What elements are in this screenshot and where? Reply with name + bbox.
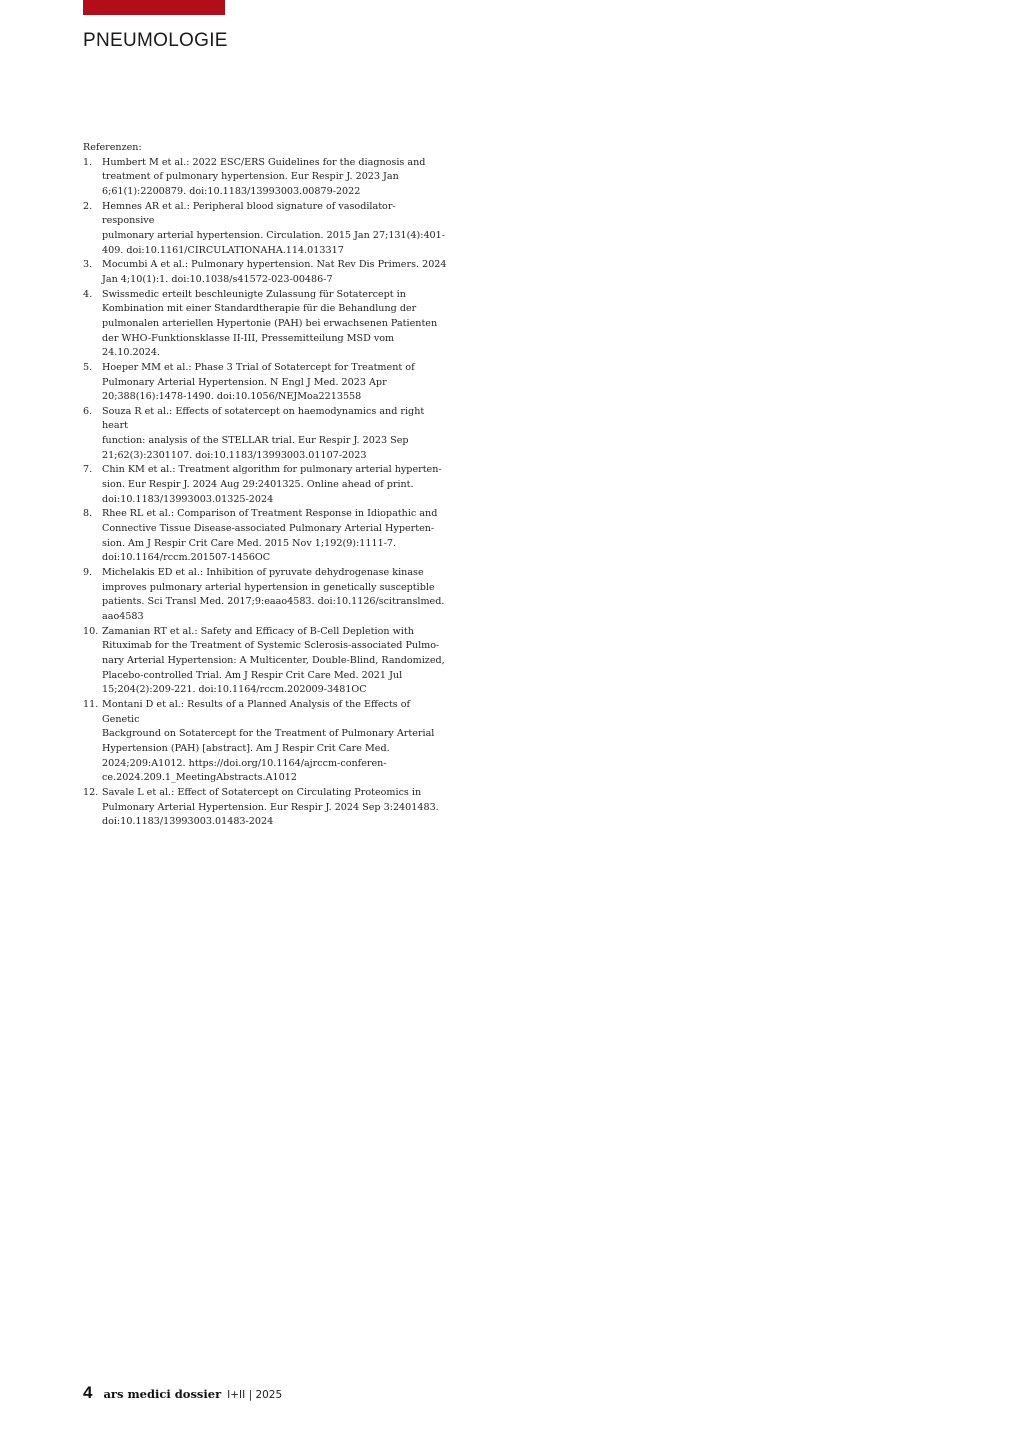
page-footer bbox=[83, 1383, 282, 1403]
references-section bbox=[83, 141, 448, 830]
reference-number: 2. bbox=[83, 200, 93, 212]
reference-line: Hoeper MM et al.: Phase 3 Trial of Sotatercept for Treatment of bbox=[102, 361, 415, 373]
reference-line: 409. doi:10.1161/CIRCULATIONAHA.114.013317 bbox=[102, 244, 344, 256]
reference-line: Pulmonary Arterial Hypertension. Eur Respir J. 2024 Sep 3:2401483. bbox=[102, 801, 439, 813]
reference-line: 21;62(3):2301107. doi:10.1183/13993003.01107-2023 bbox=[102, 449, 367, 461]
reference-text bbox=[102, 156, 448, 200]
reference-line: Placebo-controlled Trial. Am J Respir Crit Care Med. 2021 Jul bbox=[102, 669, 403, 681]
reference-line: 6;61(1):2200879. doi:10.1183/13993003.00879-2022 bbox=[102, 185, 361, 197]
reference-text bbox=[102, 625, 448, 698]
reference-line: Hypertension (PAH) [abstract]. Am J Respir Crit Care Med. bbox=[102, 742, 390, 754]
journal-name: ars medici dossier bbox=[103, 1387, 222, 1401]
reference-line: 15;204(2):209-221. doi:10.1164/rccm.202009-3481OC bbox=[102, 684, 367, 696]
reference-number: 10. bbox=[83, 625, 99, 637]
reference-line: improves pulmonary arterial hypertension in genetically susceptible bbox=[102, 581, 435, 593]
reference-item bbox=[83, 463, 448, 507]
reference-line: 2024;209:A1012. https://doi.org/10.1164/ajrccm-conferen- bbox=[102, 757, 387, 769]
reference-text bbox=[102, 361, 448, 405]
reference-text bbox=[102, 405, 448, 464]
page-number: 4 bbox=[83, 1383, 93, 1402]
reference-list bbox=[83, 156, 448, 830]
reference-line: pulmonalen arteriellen Hypertonie (PAH) bei erwachsenen Patienten bbox=[102, 317, 438, 329]
reference-line: Kombination mit einer Standardtherapie für die Behandlung der bbox=[102, 303, 417, 315]
reference-number: 9. bbox=[83, 567, 93, 579]
reference-item bbox=[83, 786, 448, 830]
reference-item bbox=[83, 288, 448, 361]
reference-number: 7. bbox=[83, 464, 93, 476]
issue-info: I+II | 2025 bbox=[227, 1389, 283, 1401]
reference-number: 6. bbox=[83, 405, 93, 417]
reference-item bbox=[83, 258, 448, 287]
reference-text bbox=[102, 258, 448, 287]
reference-text bbox=[102, 698, 448, 786]
reference-line: Souza R et al.: Effects of sotatercept on haemodynamics and right heart bbox=[102, 405, 425, 432]
reference-line: doi:10.1183/13993003.01325-2024 bbox=[102, 493, 274, 505]
reference-number: 5. bbox=[83, 361, 93, 373]
reference-line: Zamanian RT et al.: Safety and Efficacy of B-Cell Depletion with bbox=[102, 625, 414, 637]
reference-line: Chin KM et al.: Treatment algorithm for pulmonary arterial hyperten- bbox=[102, 464, 442, 476]
reference-line: patients. Sci Transl Med. 2017;9:eaao4583. doi:10.1126/scitranslmed. bbox=[102, 596, 445, 608]
reference-line: Mocumbi A et al.: Pulmonary hypertension. Nat Rev Dis Primers. 2024 bbox=[102, 259, 447, 271]
reference-text bbox=[102, 507, 448, 566]
reference-line: Savale L et al.: Effect of Sotatercept on Circulating Proteomics in bbox=[102, 786, 422, 798]
reference-line: Swissmedic erteilt beschleunigte Zulassung für Sotatercept in bbox=[102, 288, 406, 300]
reference-line: Jan 4;10(1):1. doi:10.1038/s41572-023-00486-7 bbox=[102, 273, 333, 285]
reference-line: Rituximab for the Treatment of Systemic Sclerosis-associated Pulmo- bbox=[102, 640, 440, 652]
reference-text bbox=[102, 463, 448, 507]
reference-line: 20;388(16):1478-1490. doi:10.1056/NEJMoa2213558 bbox=[102, 391, 362, 403]
reference-line: doi:10.1183/13993003.01483-2024 bbox=[102, 816, 274, 828]
reference-line: sion. Eur Respir J. 2024 Aug 29:2401325. Online ahead of print. bbox=[102, 479, 414, 491]
reference-line: Connective Tissue Disease-associated Pulmonary Arterial Hyperten- bbox=[102, 523, 435, 535]
reference-line: Background on Sotatercept for the Treatment of Pulmonary Arterial bbox=[102, 728, 435, 740]
reference-number: 4. bbox=[83, 288, 93, 300]
reference-line: nary Arterial Hypertension: A Multicenter, Double-Blind, Randomized, bbox=[102, 654, 445, 666]
reference-item bbox=[83, 566, 448, 625]
reference-item bbox=[83, 361, 448, 405]
reference-item bbox=[83, 698, 448, 786]
references-heading: Referenzen: bbox=[83, 142, 142, 153]
reference-line: 24.10.2024. bbox=[102, 347, 160, 359]
reference-number: 3. bbox=[83, 259, 93, 271]
reference-item bbox=[83, 625, 448, 698]
reference-line: ce.2024.209.1_MeetingAbstracts.A1012 bbox=[102, 772, 297, 784]
reference-line: Michelakis ED et al.: Inhibition of pyruvate dehydrogenase kinase bbox=[102, 567, 424, 579]
reference-line: sion. Am J Respir Crit Care Med. 2015 Nov 1;192(9):1111-7. bbox=[102, 537, 397, 549]
reference-line: Humbert M et al.: 2022 ESC/ERS Guidelines for the diagnosis and bbox=[102, 156, 426, 168]
reference-line: der WHO-Funktionsklasse II-III, Pressemitteilung MSD vom bbox=[102, 332, 395, 344]
reference-number: 11. bbox=[83, 698, 99, 710]
reference-line: Pulmonary Arterial Hypertension. N Engl J Med. 2023 Apr bbox=[102, 376, 387, 388]
section-title: PNEUMOLOGIE bbox=[83, 30, 228, 51]
reference-text bbox=[102, 566, 448, 625]
reference-line: Rhee RL et al.: Comparison of Treatment Response in Idiopathic and bbox=[102, 508, 438, 520]
reference-line: doi:10.1164/rccm.201507-1456OC bbox=[102, 552, 271, 564]
reference-line: pulmonary arterial hypertension. Circulation. 2015 Jan 27;131(4):401- bbox=[102, 229, 446, 241]
header-accent-bar bbox=[83, 0, 225, 15]
reference-number: 8. bbox=[83, 508, 93, 520]
reference-item bbox=[83, 507, 448, 566]
reference-line: treatment of pulmonary hypertension. Eur Respir J. 2023 Jan bbox=[102, 171, 399, 183]
reference-line: function: analysis of the STELLAR trial. Eur Respir J. 2023 Sep bbox=[102, 435, 409, 447]
reference-item bbox=[83, 156, 448, 200]
reference-line: Hemnes AR et al.: Peripheral blood signature of vasodilator-responsive bbox=[102, 200, 396, 227]
reference-number: 1. bbox=[83, 156, 93, 168]
reference-number: 12. bbox=[83, 786, 99, 798]
reference-line: Montani D et al.: Results of a Planned Analysis of the Effects of Genetic bbox=[102, 698, 411, 725]
reference-line: aao4583 bbox=[102, 611, 144, 622]
reference-text bbox=[102, 288, 448, 361]
reference-text bbox=[102, 786, 448, 830]
reference-item bbox=[83, 405, 448, 464]
reference-text bbox=[102, 200, 448, 259]
reference-item bbox=[83, 200, 448, 259]
